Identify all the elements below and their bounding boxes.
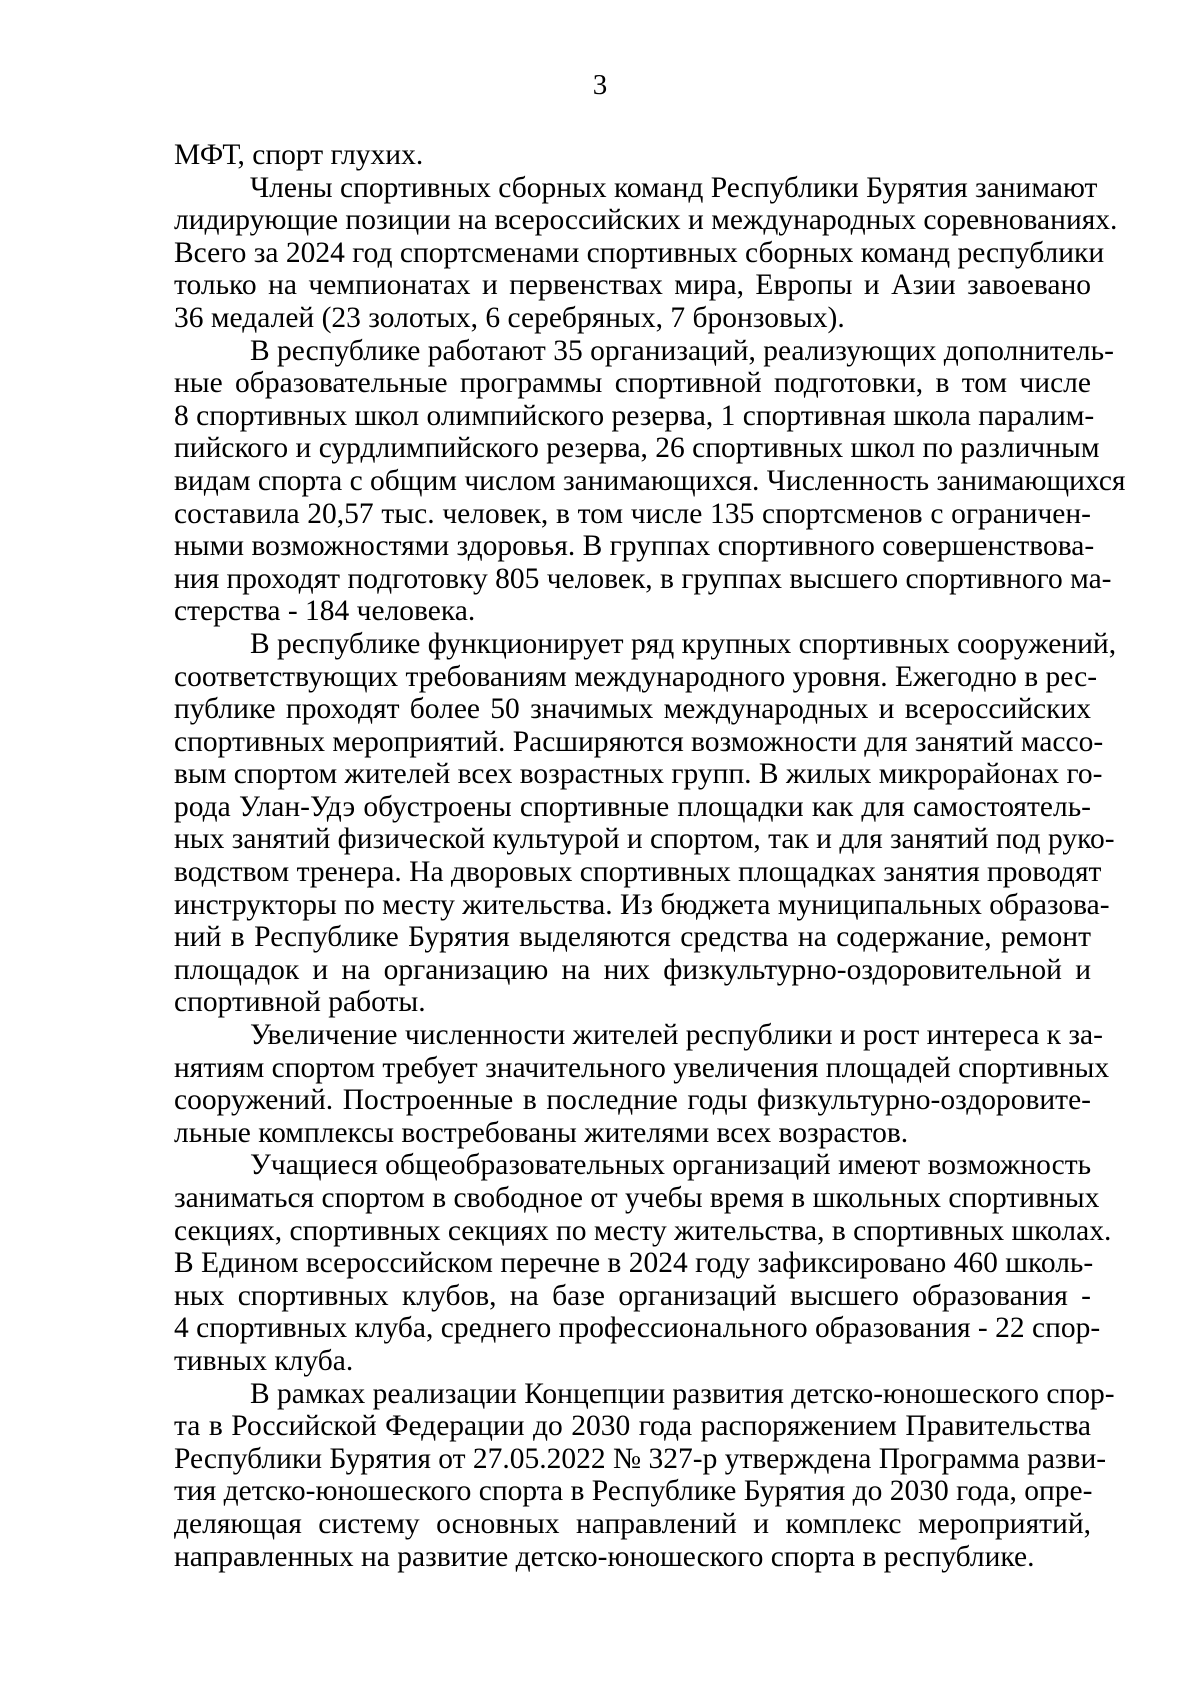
text-line: В республике функционирует ряд крупных спортивных сооружений, [250, 627, 1117, 660]
text-line: 8 спортивных школ олимпийского резерва, 1 спортивная школа паралим- [174, 399, 1095, 432]
text-line: спортивной работы. [174, 986, 426, 1019]
text-line: нятиям спортом требует значительного увеличения площадей спортивных [174, 1051, 1110, 1084]
text-line: направленных на развитие детско-юношеского спорта в республике. [174, 1540, 1035, 1573]
paragraph-population-growth [174, 1019, 1110, 1149]
paragraph-continuation [174, 139, 1091, 172]
text-line: ными возможностями здоровья. В группах спортивного совершенствова- [174, 530, 1095, 563]
text-line: тивных клуба. [174, 1344, 354, 1377]
text-line: ных занятий физической культурой и спортом, так и для занятий под руко- [174, 823, 1115, 856]
text-line: льные комплексы востребованы жителями всех возрастов. [174, 1116, 909, 1149]
text-line: Увеличение численности жителей республики и рост интереса к за- [250, 1019, 1103, 1052]
text-line: спортивных мероприятий. Расширяются возможности для занятий массо- [174, 725, 1104, 758]
text-line: публике проходят более 50 значимых международных и всероссийских [174, 693, 1091, 726]
text-line: пийского и сурдлимпийского резерва, 26 спортивных школ по различным [174, 432, 1100, 465]
paragraph-youth-sports-program [174, 1377, 1115, 1574]
text-line: В Едином всероссийском перечне в 2024 году зафиксировано 460 школь- [174, 1247, 1094, 1280]
page-number: 3 [592, 69, 608, 101]
text-line: площадок и на организацию на них физкультурно-оздоровительной и [174, 953, 1091, 986]
text-line: секциях, спортивных секциях по месту жительства, в спортивных школах. [174, 1214, 1112, 1247]
text-line: инструкторы по месту жительства. Из бюджета муниципальных образова- [174, 888, 1110, 921]
text-line: ные образовательные программы спортивной подготовки, в том числе [174, 367, 1091, 400]
text-line: соответствующих требованиям международного уровня. Ежегодно в рес- [174, 660, 1098, 693]
paragraph-sports-organizations [174, 334, 1126, 628]
text-line: та в Российской Федерации до 2030 года распоряжением Правительства [174, 1410, 1091, 1443]
paragraph-sports-facilities [174, 627, 1117, 1019]
text-line: Республики Бурятия от 27.05.2022 № 327-р утверждена Программа разви- [174, 1442, 1107, 1475]
text-line: Всего за 2024 год спортсменами спортивных сборных команд республики [174, 236, 1105, 269]
text-line: видам спорта с общим числом занимающихся. Численность занимающихся [174, 464, 1126, 497]
text-line: ний в Республике Бурятия выделяются средства на содержание, ремонт [174, 921, 1091, 954]
text-line: ния проходят подготовку 805 человек, в группах высшего спортивного ма- [174, 562, 1112, 595]
text-line: Учащиеся общеобразовательных организаций имеют возможность [250, 1149, 1092, 1182]
text-line: 4 спортивных клуба, среднего профессионального образования - 22 спор- [174, 1312, 1101, 1345]
text-line: деляющая систему основных направлений и комплекс мероприятий, [174, 1507, 1091, 1540]
paragraph-sports-teams [174, 171, 1118, 335]
text-line: В республике работают 35 организаций, реализующих дополнитель- [250, 334, 1114, 367]
text-line: стерства - 184 человека. [174, 595, 476, 628]
text-line: МФТ, спорт глухих. [174, 139, 424, 171]
text-line: В рамках реализации Концепции развития детско-юношеского спор- [250, 1377, 1115, 1410]
text-line: составила 20,57 тыс. человек, в том числе 135 спортсменов с ограничен- [174, 497, 1091, 530]
document-body [174, 139, 1126, 1573]
text-line: заниматься спортом в свободное от учебы время в школьных спортивных [174, 1182, 1100, 1214]
text-line: Члены спортивных сборных команд Республики Бурятия занимают [250, 171, 1098, 204]
text-line: сооружений. Построенные в последние годы физкультурно-оздоровите- [174, 1084, 1091, 1117]
text-line: лидирующие позиции на всероссийских и международных соревнованиях. [174, 204, 1118, 237]
text-line: тия детско-юношеского спорта в Республике Бурятия до 2030 года, опре- [174, 1475, 1093, 1508]
text-line: ных спортивных клубов, на базе организаций высшего образования - [174, 1279, 1091, 1312]
text-line: рода Улан-Удэ обустроены спортивные площадки как для самостоятель- [174, 790, 1091, 823]
text-line: только на чемпионатах и первенствах мира, Европы и Азии завоевано [174, 269, 1091, 302]
text-line: 36 медалей (23 золотых, 6 серебряных, 7 бронзовых). [174, 301, 845, 334]
text-line: вым спортом жителей всех возрастных групп. В жилых микрорайонах го- [174, 758, 1103, 791]
paragraph-school-sports [174, 1149, 1112, 1377]
text-line: водством тренера. На дворовых спортивных площадках занятия проводят [174, 856, 1102, 889]
